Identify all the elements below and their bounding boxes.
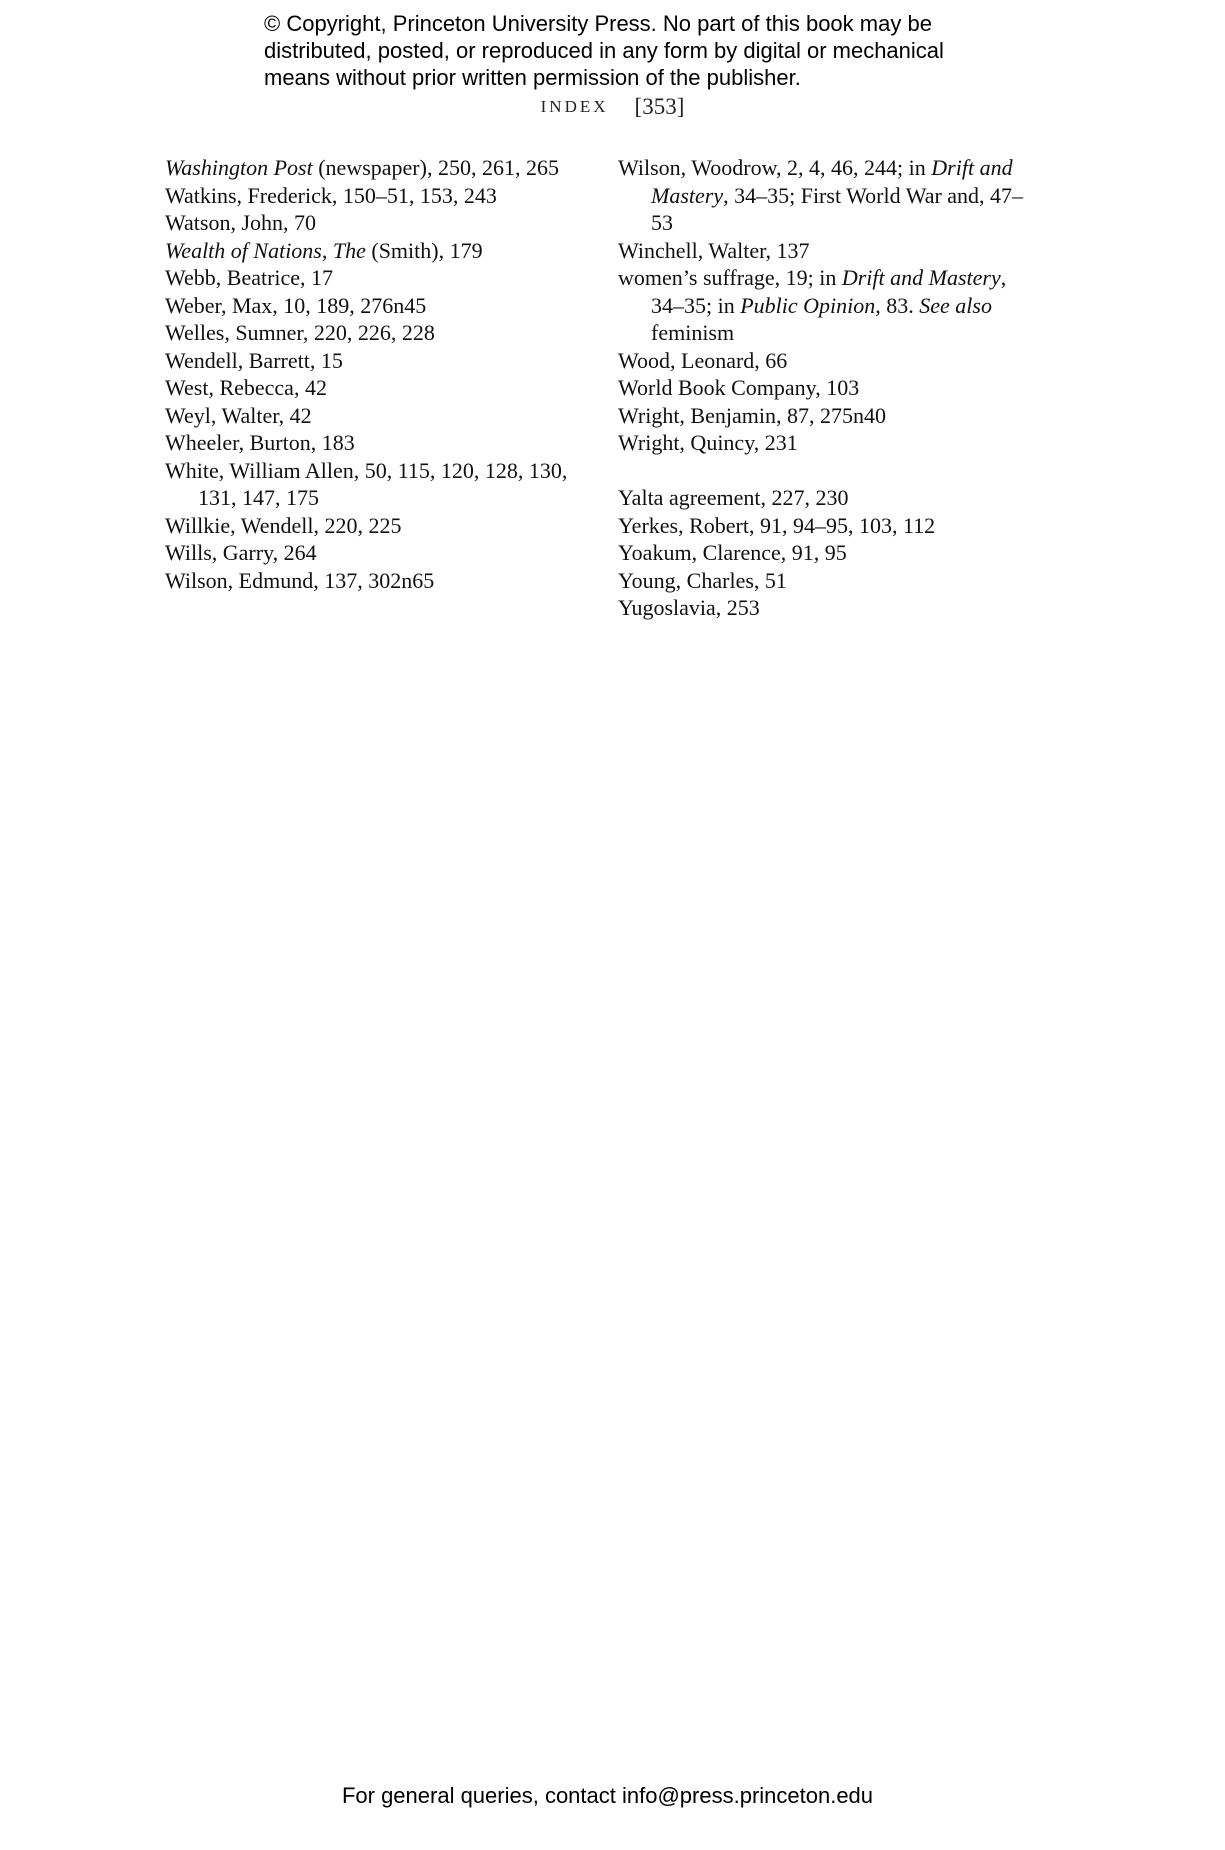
- footer-contact: For general queries, contact info@press.princeton.edu: [341, 1783, 874, 1808]
- index-entry-text: Wilson, Edmund, 137, 302n65: [165, 567, 435, 593]
- index-entry: [618, 264, 1038, 347]
- index-entry-text: Wheeler, Burton, 183: [165, 430, 355, 455]
- index-entry-text: women’s suffrage, 19; in: [618, 265, 842, 290]
- index-entry: [165, 374, 580, 402]
- index-entry-text: Winchell, Walter, 137: [618, 237, 810, 263]
- index-entry: [165, 429, 580, 457]
- index-entry-text: Wright, Quincy, 231: [618, 430, 798, 455]
- index-entry-italic-text: Wealth of Nations, The: [165, 237, 366, 263]
- index-entry: [165, 512, 580, 540]
- index-entry-text: Yalta agreement, 227, 230: [618, 485, 849, 510]
- index-entry-text: Willkie, Wendell, 220, 225: [165, 512, 402, 538]
- index-entry: [165, 209, 580, 237]
- running-head-label: INDEX: [540, 97, 609, 116]
- index-entry: [618, 374, 1038, 402]
- copyright-notice-line: means without prior written permission of the publisher.: [264, 65, 801, 90]
- index-entry-text: Webb, Beatrice, 17: [165, 265, 334, 290]
- index-entry: [165, 319, 580, 347]
- index-entry: [165, 292, 580, 320]
- index-column-right: [618, 154, 1038, 622]
- index-entry: [165, 347, 580, 375]
- copyright-notice: [264, 10, 1024, 91]
- index-entry-text: (newspaper), 250, 261, 265: [312, 155, 559, 180]
- index-entry-text: Weber, Max, 10, 189, 276n45: [165, 292, 427, 318]
- index-entry-text: Yerkes, Robert, 91, 94–95, 103, 112: [618, 512, 936, 538]
- index-entry-italic-text: Drift and Mastery: [651, 155, 1013, 208]
- index-entry-text: feminism: [651, 320, 735, 345]
- index-entry-text: Weyl, Walter, 42: [165, 402, 312, 428]
- index-entry-text: West, Rebecca, 42: [165, 375, 327, 400]
- index-entry-text: Wood, Leonard, 66: [618, 347, 788, 373]
- index-entry-text: Wills, Garry, 264: [165, 540, 317, 565]
- index-entry: [618, 154, 1038, 237]
- index-entry: [618, 237, 1038, 265]
- index-entry: [618, 402, 1038, 430]
- index-entry: [165, 154, 580, 182]
- index-entry: [165, 539, 580, 567]
- index-entry-text: Watson, John, 70: [165, 210, 317, 235]
- index-entry: [618, 539, 1038, 567]
- index-entry-text: Yoakum, Clarence, 91, 95: [618, 540, 847, 565]
- index-entry: [165, 182, 580, 210]
- index-entry-text: Wright, Benjamin, 87, 275n40: [618, 402, 886, 428]
- index-entry-text: Watkins, Frederick, 150–51, 153, 243: [165, 182, 497, 208]
- index-entry-italic-text: Public Opinion: [740, 292, 876, 318]
- index-entry: [165, 457, 580, 512]
- index-entry: [618, 484, 1038, 512]
- index-entry-text: , 34–35; First World War and, 47–53: [651, 182, 1024, 235]
- index-entry-text: (Smith), 179: [365, 237, 483, 263]
- index-entry-italic-text: See also: [919, 292, 992, 318]
- index-entry-text: Wendell, Barrett, 15: [165, 347, 343, 373]
- index-entry-text: World Book Company, 103: [618, 375, 860, 400]
- index-entry: [165, 402, 580, 430]
- index-entry-text: , 83.: [875, 292, 920, 318]
- index-entry: [165, 237, 580, 265]
- index-entry: [618, 347, 1038, 375]
- copyright-notice-line: distributed, posted, or reproduced in any form by digital or mechanical: [264, 38, 944, 63]
- index-entry-italic-text: Drift and Mastery: [841, 265, 1001, 290]
- index-entry-text: Wilson, Woodrow, 2, 4, 46, 244; in: [618, 155, 932, 180]
- index-entry-text: Welles, Sumner, 220, 226, 228: [165, 320, 435, 345]
- copyright-notice-line: © Copyright, Princeton University Press. No part of this book may be: [264, 11, 932, 36]
- index-entry: [618, 429, 1038, 457]
- index-entry-text: Young, Charles, 51: [618, 567, 787, 593]
- index-entry: [165, 264, 580, 292]
- index-column-left: [165, 154, 580, 594]
- page-number: [353]: [634, 94, 685, 119]
- index-entry: [618, 567, 1038, 595]
- index-entry-text: Yugoslavia, 253: [618, 595, 760, 620]
- index-entry: [618, 594, 1038, 622]
- index-entry: [165, 567, 580, 595]
- running-head: [0, 94, 1225, 120]
- index-entry-text: White, William Allen, 50, 115, 120, 128, 130, 131, 147, 175: [165, 457, 568, 510]
- index-entry-italic-text: Washington Post: [165, 155, 313, 180]
- index-entry: [618, 512, 1038, 540]
- index-entry-text: , 34–35; in: [651, 265, 1007, 318]
